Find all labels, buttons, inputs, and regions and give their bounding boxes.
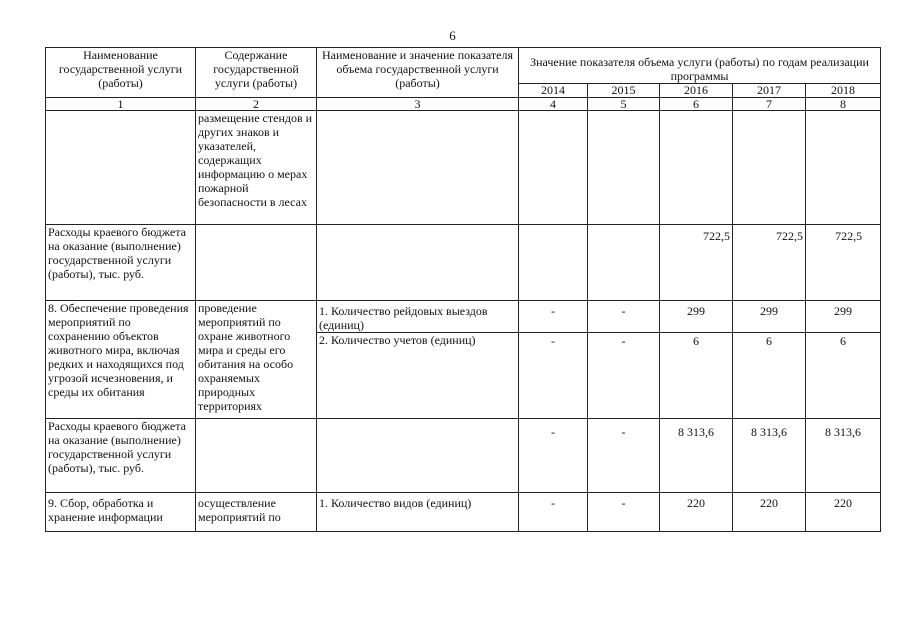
value-cell: 722,5	[806, 225, 881, 301]
value-cell: 299	[806, 301, 881, 333]
header-year: 2017	[733, 84, 806, 98]
header-years-group: Значение показателя объема услуги (работы) по годам реализации программы	[519, 48, 881, 84]
column-numbers-row	[46, 98, 881, 111]
value-cell	[519, 111, 588, 225]
header-service-name: Наименование государственной услуги (работы)	[46, 48, 196, 98]
value-cell: 6	[660, 333, 733, 419]
value-cell	[806, 111, 881, 225]
indicator-cell	[317, 419, 519, 493]
value-cell: 6	[733, 333, 806, 419]
service-name-cell	[46, 111, 196, 225]
header-year: 2018	[806, 84, 881, 98]
table-row	[46, 419, 881, 493]
column-number: 3	[317, 98, 519, 111]
value-cell	[733, 111, 806, 225]
header-year: 2014	[519, 84, 588, 98]
value-cell	[588, 111, 660, 225]
value-cell: 722,5	[660, 225, 733, 301]
header-year: 2015	[588, 84, 660, 98]
indicator-cell: 2. Количество учетов (единиц)	[317, 333, 519, 419]
service-name-cell: 8. Обеспечение проведения мероприятий по сохранению объектов животного мира, включая редких и находящихся под угрозой исчезновения, и среды их обитания	[46, 301, 196, 419]
value-cell	[519, 225, 588, 301]
column-number: 5	[588, 98, 660, 111]
column-number: 4	[519, 98, 588, 111]
page-number: 6	[449, 28, 456, 43]
service-name-cell: Расходы краевого бюджета на оказание (выполнение) государственной услуги (работы), тыс. руб.	[46, 419, 196, 493]
value-cell: -	[519, 333, 588, 419]
value-cell: -	[519, 419, 588, 493]
indicator-cell	[317, 225, 519, 301]
column-number: 6	[660, 98, 733, 111]
indicator-cell	[317, 111, 519, 225]
value-cell: 299	[660, 301, 733, 333]
value-cell: 8 313,6	[806, 419, 881, 493]
service-name-cell: 9. Сбор, обработка и хранение информации	[46, 493, 196, 532]
value-cell: 220	[660, 493, 733, 532]
column-number: 8	[806, 98, 881, 111]
table-row	[46, 493, 881, 532]
value-cell: 299	[733, 301, 806, 333]
value-cell	[588, 225, 660, 301]
value-cell: -	[588, 419, 660, 493]
value-cell: -	[519, 301, 588, 333]
value-cell: 6	[806, 333, 881, 419]
services-table	[45, 47, 881, 532]
column-number: 1	[46, 98, 196, 111]
table-row	[46, 225, 881, 301]
header-indicator: Наименование и значение показателя объема государственной услуги (работы)	[317, 48, 519, 98]
table-row	[46, 111, 881, 225]
value-cell: 220	[806, 493, 881, 532]
service-content-cell	[196, 419, 317, 493]
value-cell	[660, 111, 733, 225]
value-cell: -	[588, 333, 660, 419]
service-content-cell	[196, 225, 317, 301]
indicator-cell: 1. Количество рейдовых выездов (единиц)	[317, 301, 519, 333]
header-service-content: Содержание государственной услуги (работы)	[196, 48, 317, 98]
header-row	[46, 48, 881, 84]
service-content-cell: размещение стендов и других знаков и указателей, содержащих информацию о мерах пожарной безопасности в лесах	[196, 111, 317, 225]
service-name-cell: Расходы краевого бюджета на оказание (выполнение) государственной услуги (работы), тыс. руб.	[46, 225, 196, 301]
value-cell: 8 313,6	[733, 419, 806, 493]
header-year: 2016	[660, 84, 733, 98]
value-cell: -	[588, 493, 660, 532]
value-cell: 722,5	[733, 225, 806, 301]
service-content-cell: осуществление мероприятий по	[196, 493, 317, 532]
value-cell: -	[588, 301, 660, 333]
value-cell: -	[519, 493, 588, 532]
service-content-cell: проведение мероприятий по охране животного мира и среды его обитания на особо охраняемых природных территориях	[196, 301, 317, 419]
table-row	[46, 301, 881, 333]
value-cell: 8 313,6	[660, 419, 733, 493]
value-cell: 220	[733, 493, 806, 532]
column-number: 7	[733, 98, 806, 111]
indicator-cell: 1. Количество видов (единиц)	[317, 493, 519, 532]
column-number: 2	[196, 98, 317, 111]
